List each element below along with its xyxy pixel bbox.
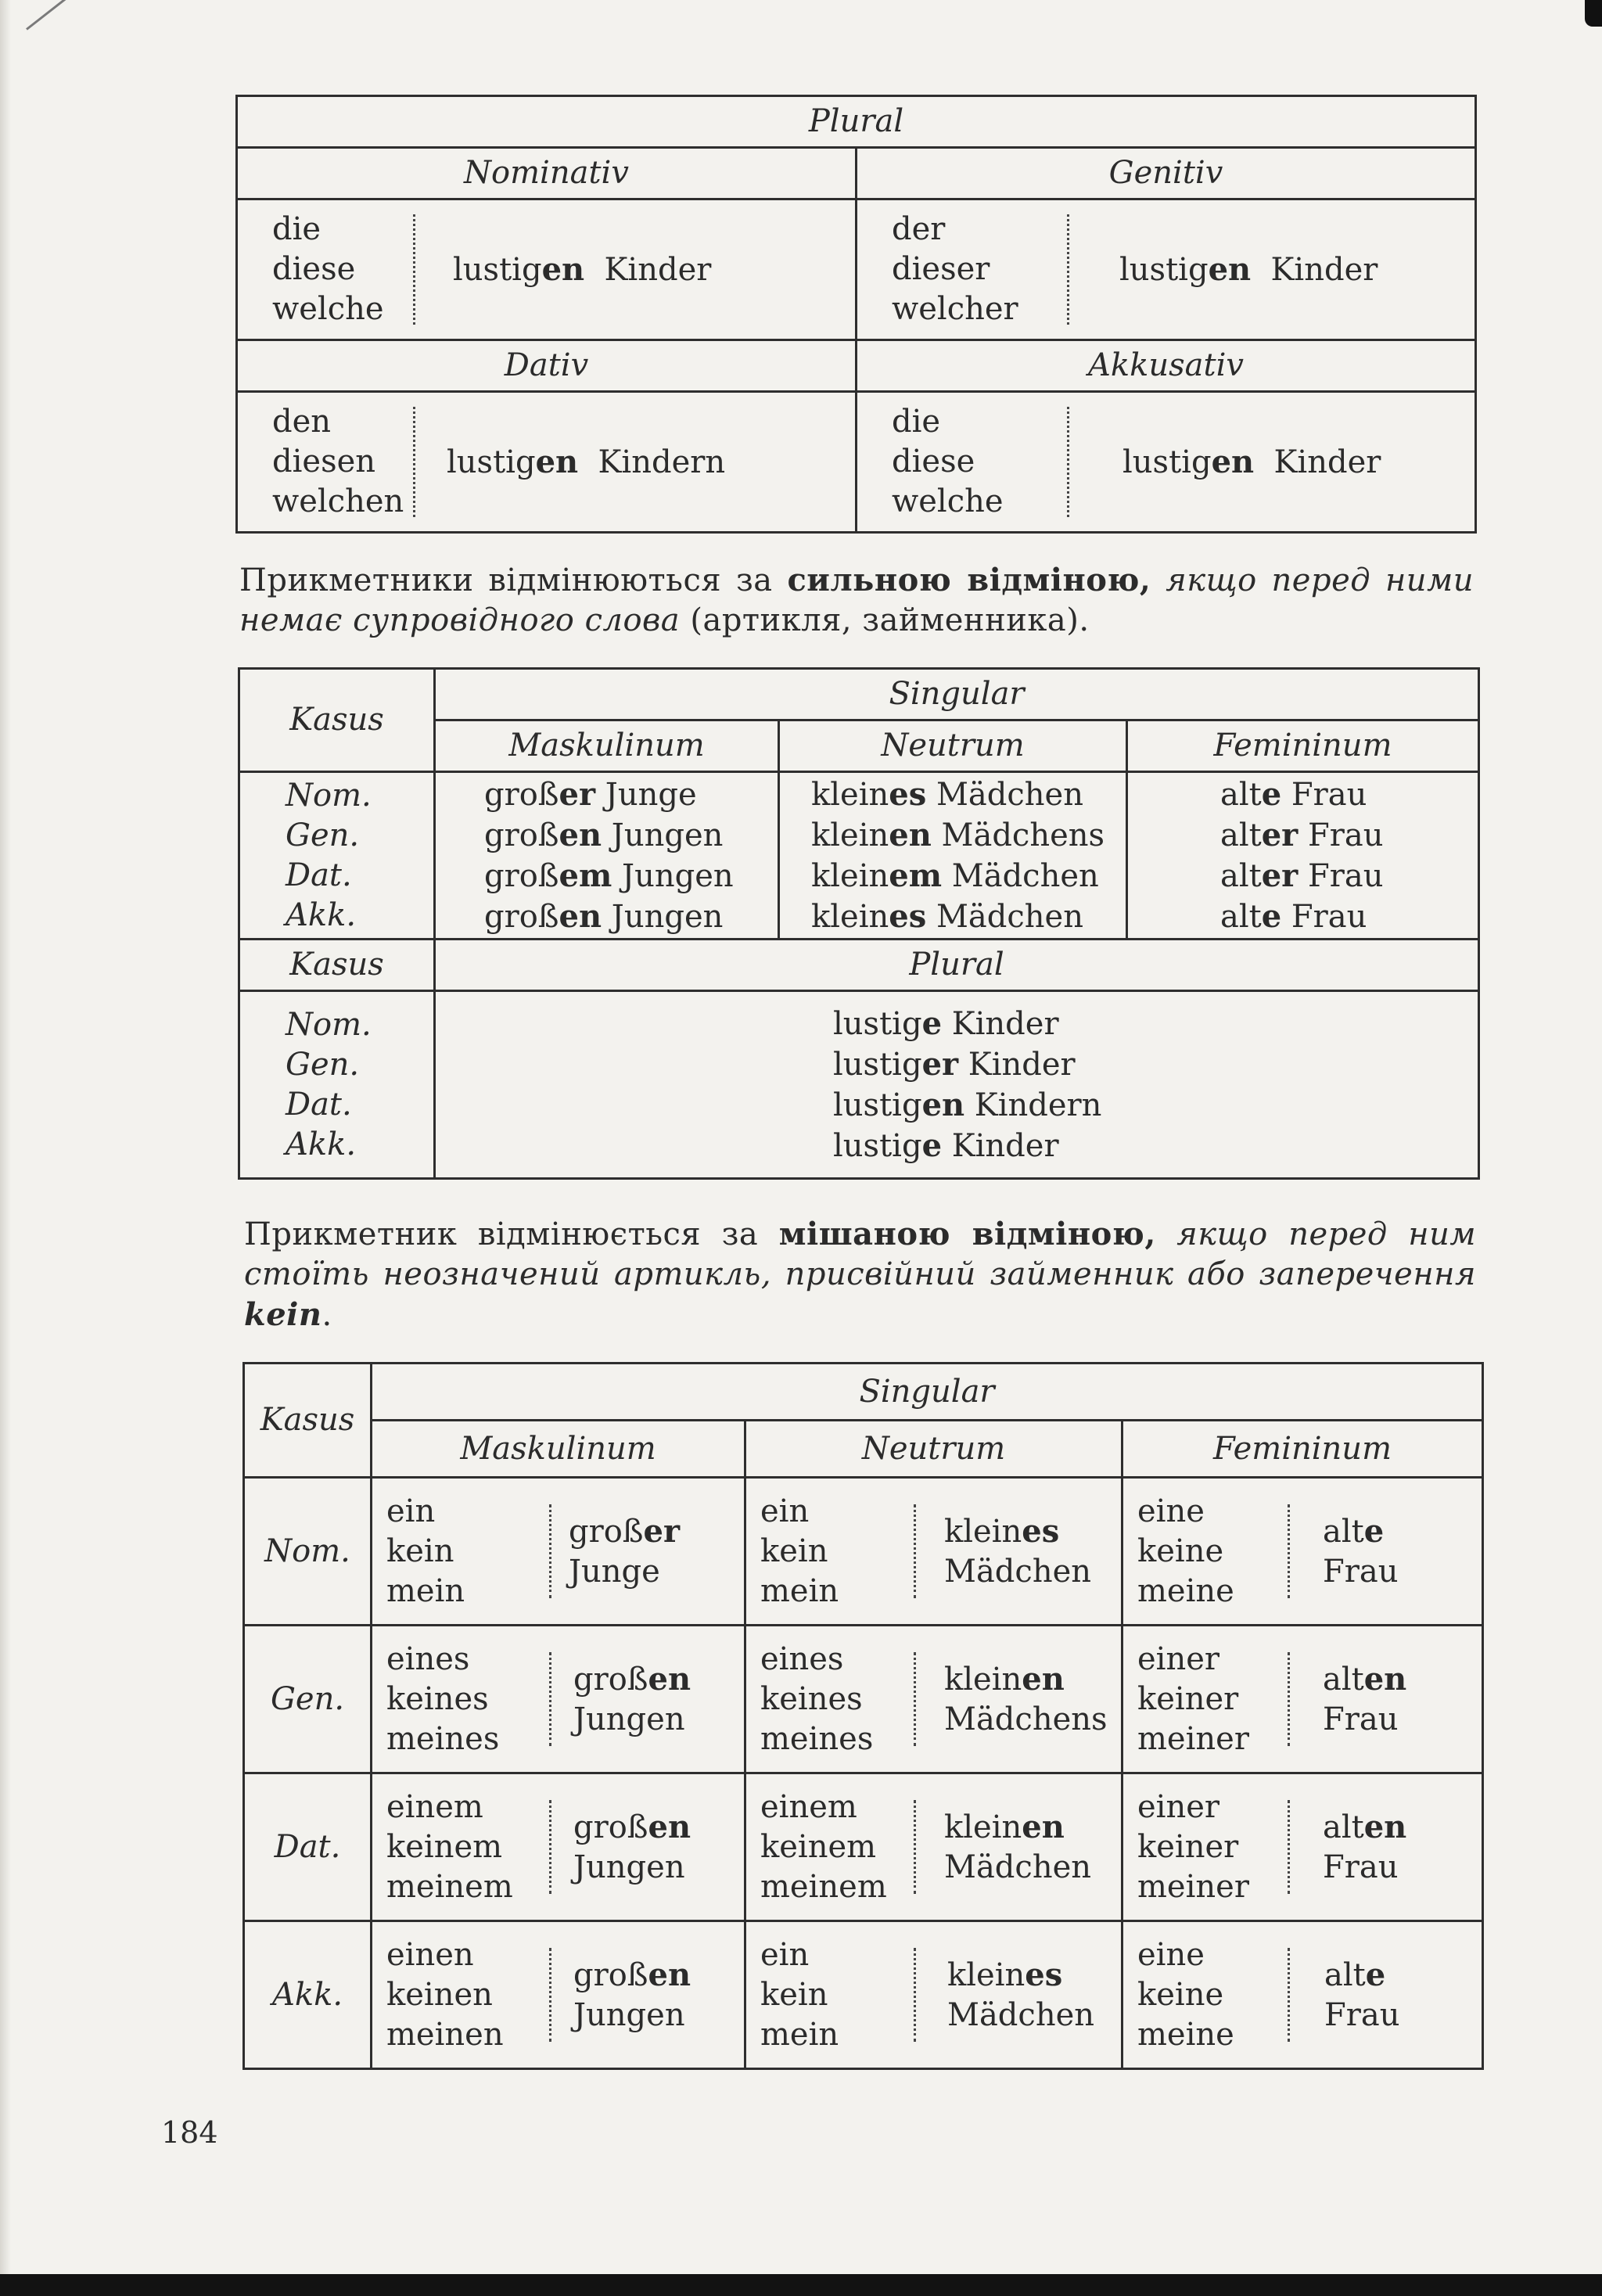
neutrum-cell: einem keinem meinem kleinen Mädchen xyxy=(745,1773,1122,1921)
plural-weak-table xyxy=(235,95,1477,534)
article: die xyxy=(272,211,321,247)
corner-mark xyxy=(1585,0,1602,27)
article: welche xyxy=(272,291,384,327)
mixed-declension-rule: Прикметник відмінюється за мішаною відміною, якщо перед ним стоїть неозначений артикль, присвійний займенник або заперечення kein. xyxy=(244,1216,1476,1333)
femininum-cell: einer keiner meiner alten Frau xyxy=(1122,1773,1483,1921)
plural-header: Plural xyxy=(435,940,1479,991)
genitiv-cell xyxy=(857,199,1476,340)
femininum-cell: einer keiner meiner alten Frau xyxy=(1122,1626,1483,1773)
neutrum-header: Neutrum xyxy=(779,720,1127,772)
case-list-plural: Nom. Gen. Dat. Akk. xyxy=(239,991,435,1179)
mixed-declension-table xyxy=(242,1362,1484,2070)
article: der xyxy=(892,211,946,247)
article: diese xyxy=(892,444,975,480)
article: welcher xyxy=(892,291,1018,327)
strong-declension-table xyxy=(238,667,1480,1180)
adjective-noun: lustigen Kinder xyxy=(453,250,712,288)
kasus-header-plural: Kasus xyxy=(239,940,435,991)
femininum-header: Femininum xyxy=(1127,720,1479,772)
scan-bottom-edge xyxy=(0,2274,1602,2296)
akkusativ-header: Akkusativ xyxy=(857,340,1476,392)
singular-header: Singular xyxy=(372,1364,1483,1421)
singular-header: Singular xyxy=(435,669,1479,720)
maskulinum-cell: einem keinem meinem großen Jungen xyxy=(372,1773,745,1921)
maskulinum-header: Maskulinum xyxy=(435,720,779,772)
maskulinum-cell: ein kein mein großer Junge xyxy=(372,1478,745,1626)
nominativ-cell xyxy=(237,199,857,340)
kasus-header: Kasus xyxy=(244,1364,372,1478)
case-label: Gen. xyxy=(244,1626,372,1773)
adjective-noun: lustigen Kindern xyxy=(447,443,726,480)
maskulinum-forms: großer Junge großen Jungen großem Jungen großen Jungen xyxy=(435,772,779,940)
article: diesen xyxy=(272,444,376,480)
page-number: 184 xyxy=(161,2115,218,2150)
akkusativ-cell xyxy=(857,392,1476,533)
plural-forms: lustige Kinder lustiger Kinder lustigen Kindern lustige Kinder xyxy=(435,991,1479,1179)
maskulinum-cell: eines keines meines großen Jungen xyxy=(372,1626,745,1773)
case-label: Nom. xyxy=(244,1478,372,1626)
dativ-cell xyxy=(237,392,857,533)
article: den xyxy=(272,404,332,440)
femininum-cell: eine keine meine alte Frau xyxy=(1122,1921,1483,2069)
kasus-header: Kasus xyxy=(239,669,435,772)
page-edge-shadow xyxy=(0,0,11,2296)
case-label: Dat. xyxy=(244,1773,372,1921)
article: welchen xyxy=(272,483,404,519)
femininum-forms: alte Frau alter Frau alter Frau alte Frau xyxy=(1127,772,1479,940)
maskulinum-cell: einen keinen meinen großen Jungen xyxy=(372,1921,745,2069)
article: dieser xyxy=(892,251,990,287)
genitiv-header: Genitiv xyxy=(857,148,1476,199)
article: die xyxy=(892,404,941,440)
femininum-cell: eine keine meine alte Frau xyxy=(1122,1478,1483,1626)
article: diese xyxy=(272,251,356,287)
strong-declension-rule: Прикметники відмінюються за сильною відміною, якщо перед ними немає супровідного слова (артикля, займенника). xyxy=(239,562,1474,638)
femininum-header: Femininum xyxy=(1122,1421,1483,1478)
neutrum-cell: ein kein mein kleines Mädchen xyxy=(745,1921,1122,2069)
nominativ-header: Nominativ xyxy=(237,148,857,199)
pen-mark xyxy=(26,0,81,31)
neutrum-cell: eines keines meines kleinen Mädchens xyxy=(745,1626,1122,1773)
case-label: Akk. xyxy=(244,1921,372,2069)
plural-title: Plural xyxy=(237,96,1476,148)
neutrum-cell: ein kein mein kleines Mädchen xyxy=(745,1478,1122,1626)
maskulinum-header: Maskulinum xyxy=(372,1421,745,1478)
neutrum-header: Neutrum xyxy=(745,1421,1122,1478)
article: welche xyxy=(892,483,1004,519)
case-list: Nom. Gen. Dat. Akk. xyxy=(239,772,435,940)
adjective-noun: lustigen Kinder xyxy=(1122,443,1381,480)
adjective-noun: lustigen Kinder xyxy=(1119,250,1378,288)
neutrum-forms: kleines Mädchen kleinen Mädchens kleinem Mädchen kleines Mädchen xyxy=(779,772,1127,940)
dativ-header: Dativ xyxy=(237,340,857,392)
